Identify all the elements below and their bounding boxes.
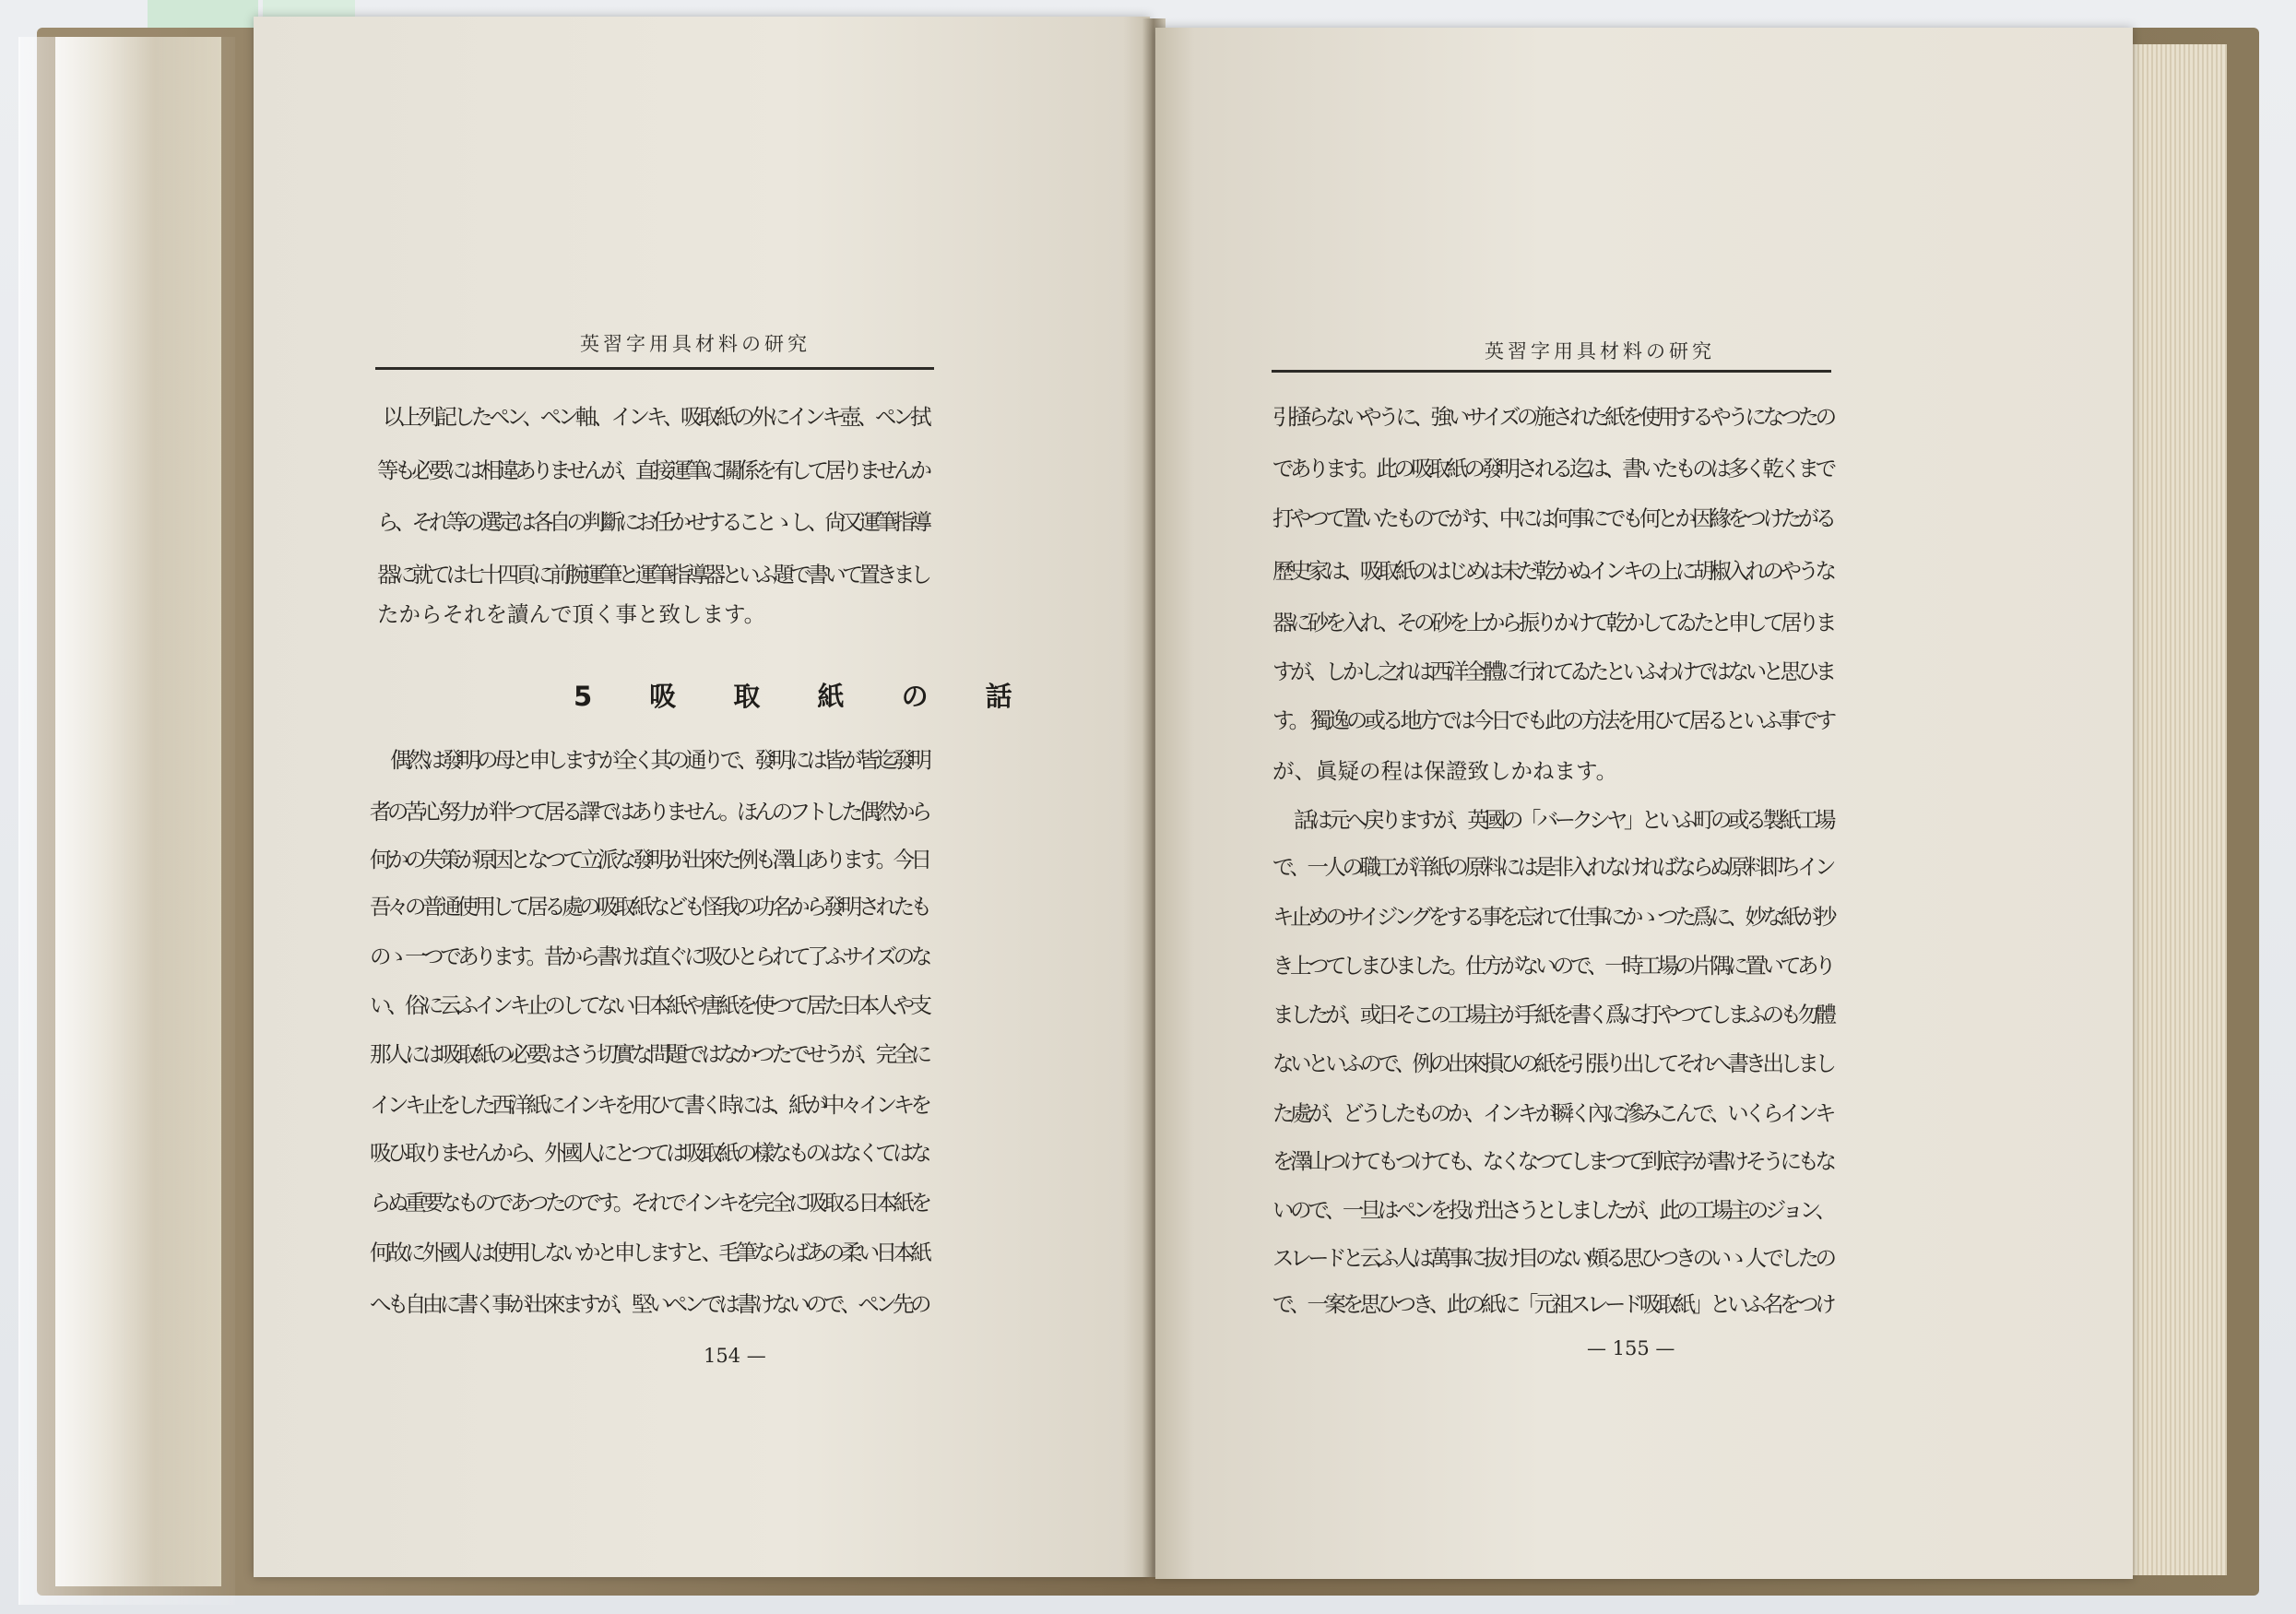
text-line: 吾々の普通使用して居る處の吸取紙なども怪我の功名から發明されたも	[370, 894, 929, 920]
right-page	[1155, 28, 2133, 1579]
text-line: 何かの失策が原因となつて立派な發明が出來た例も澤山あります。今日	[370, 847, 929, 872]
text-line: 器に砂を入れ、その砂を上から振りかけて乾かしてゐたと申して居りま	[1272, 610, 1833, 635]
text-line: で、一人の職工が洋紙の原料には是非入れなければならぬ原料即ちイン	[1272, 854, 1833, 880]
text-line: へも自由に書く事が出來ますが、堅いペンでは書けないので、ペン先の	[370, 1291, 928, 1317]
text-line: い、俗に云ふインキ止のしてない日本紙や唐紙を使つて居た日本人や支	[370, 992, 929, 1018]
text-line: スレードと云ふ人は萬事に抜け目のない頗る思ひつきのいゝ人でしたの	[1272, 1245, 1833, 1271]
header-rule	[1272, 370, 1831, 373]
text-line: インキ止をした西洋紙にインキを用ひて書く時には、紙が中々インキを	[370, 1092, 929, 1118]
text-line: すが、しかし之れは西洋全體に行れてゐたといふわけではないと思ひま	[1272, 659, 1833, 684]
text-line: であります。此の吸取紙の發明される迄は、書いたものは多く乾くまで	[1272, 456, 1833, 481]
text-line: ないといふので、例の出來損ひの紙を引張り出してそれへ書き出しまし	[1272, 1050, 1833, 1076]
text-line: のゝ一つであります。昔から書けば直ぐに吸ひとられて了ふサイズのな	[370, 943, 929, 969]
text-line: 打やつて置いたものでがす、中には何事にでも何とか因緣をつけたがる	[1272, 505, 1833, 531]
page-number: 154 —	[704, 1345, 766, 1367]
text-line: 歷史家は、吸取紙のはじめは未だ乾かぬインキの上に胡椒入れのやうな	[1272, 558, 1833, 584]
text-line: 以上列記したペン、ペン軸、インキ、吸取紙の外にインキ壺、ペン拭	[383, 404, 929, 430]
text-line: 引掻らないやうに、強いサイズの施された紙を使用するやうになつたの	[1272, 404, 1833, 430]
running-head: 英習字用具材料の研究	[580, 333, 811, 355]
left-page	[254, 17, 1150, 1577]
page-stack-right	[2125, 44, 2227, 1575]
text-line: 偶然は發明の母と申しますが全く其の通りで、發明には皆が皆迄發明	[390, 747, 929, 773]
header-rule	[375, 367, 934, 370]
text-line: 何故に外國人は使用しないかと申しますと、毛筆ならばあの柔い日本紙	[370, 1240, 929, 1265]
text-line: 者の苦心努力が伴つて居る譯ではありません。ほんのフトした偶然から	[370, 799, 929, 825]
text-line: ら、それ等の選定は各自の判斷にお任かせすることゝし、尙又運筆指導	[377, 509, 929, 535]
page-number: — 155 —	[1587, 1337, 1675, 1359]
text-line: き上つてしまひました。仕方がないので、一時工場の片隅に置いてあり	[1272, 953, 1833, 979]
running-head: 英習字用具材料の研究	[1485, 340, 1715, 362]
text-line: 吸ひ取りませんから、外國人にとつては吸取紙の樣なものはなくてはな	[370, 1140, 928, 1166]
text-line: らぬ重要なものであつたのです。それでインキを完全に吸取る日本紙を	[370, 1190, 929, 1216]
text-line: いので、一旦はペンを投げ出さうとしましたが、此の工場主のジョン、	[1272, 1197, 1833, 1223]
section-title: 5 吸 取 紙 の 話	[574, 681, 1036, 712]
plastic-sleeve	[18, 37, 235, 1605]
text-line: す。 獨逸の或る地方では今日でも此の方法を用ひて居るといふ事です	[1272, 707, 1834, 733]
text-line: 那人には吸取紙の必要はさう切實な問題ではなかつたでせうが、完全に	[370, 1041, 929, 1067]
text-line: が、眞疑の程は保證致しかねます。	[1272, 758, 1618, 784]
text-line: を澤山つけてもつけても、なくなつてしまつて到底字が書けそうにもな	[1272, 1148, 1833, 1174]
text-line: で、一案を思ひつき、此の紙に「元祖スレード吸取紙」といふ名をつけ	[1272, 1291, 1833, 1317]
text-line: 話は元へ戻りますが、英國の「バークシヤ」といふ町の或る製紙工場	[1294, 807, 1832, 833]
text-line: キ止めのサイジングをする事を忘れて仕事にかゝつた爲に、妙な紙が抄	[1272, 904, 1833, 930]
text-line: たからそれを讀んで頂く事と致します。	[377, 601, 766, 627]
text-line: ましたが、或日そこの工場主が手紙を書く爲に打やつてしまふのも勿體	[1272, 1002, 1833, 1027]
text-line: 器に就ては七十四頁に前腕運筆と運筆指導器といふ題で書いて置きまし	[377, 562, 929, 587]
text-line: た處が、どうしたものか、インキが瞬く內に滲みこんで、いくらインキ	[1272, 1100, 1833, 1126]
text-line: 等も必要には相違ありませんが、直接運筆に關係を有して居りませんか	[377, 457, 929, 483]
